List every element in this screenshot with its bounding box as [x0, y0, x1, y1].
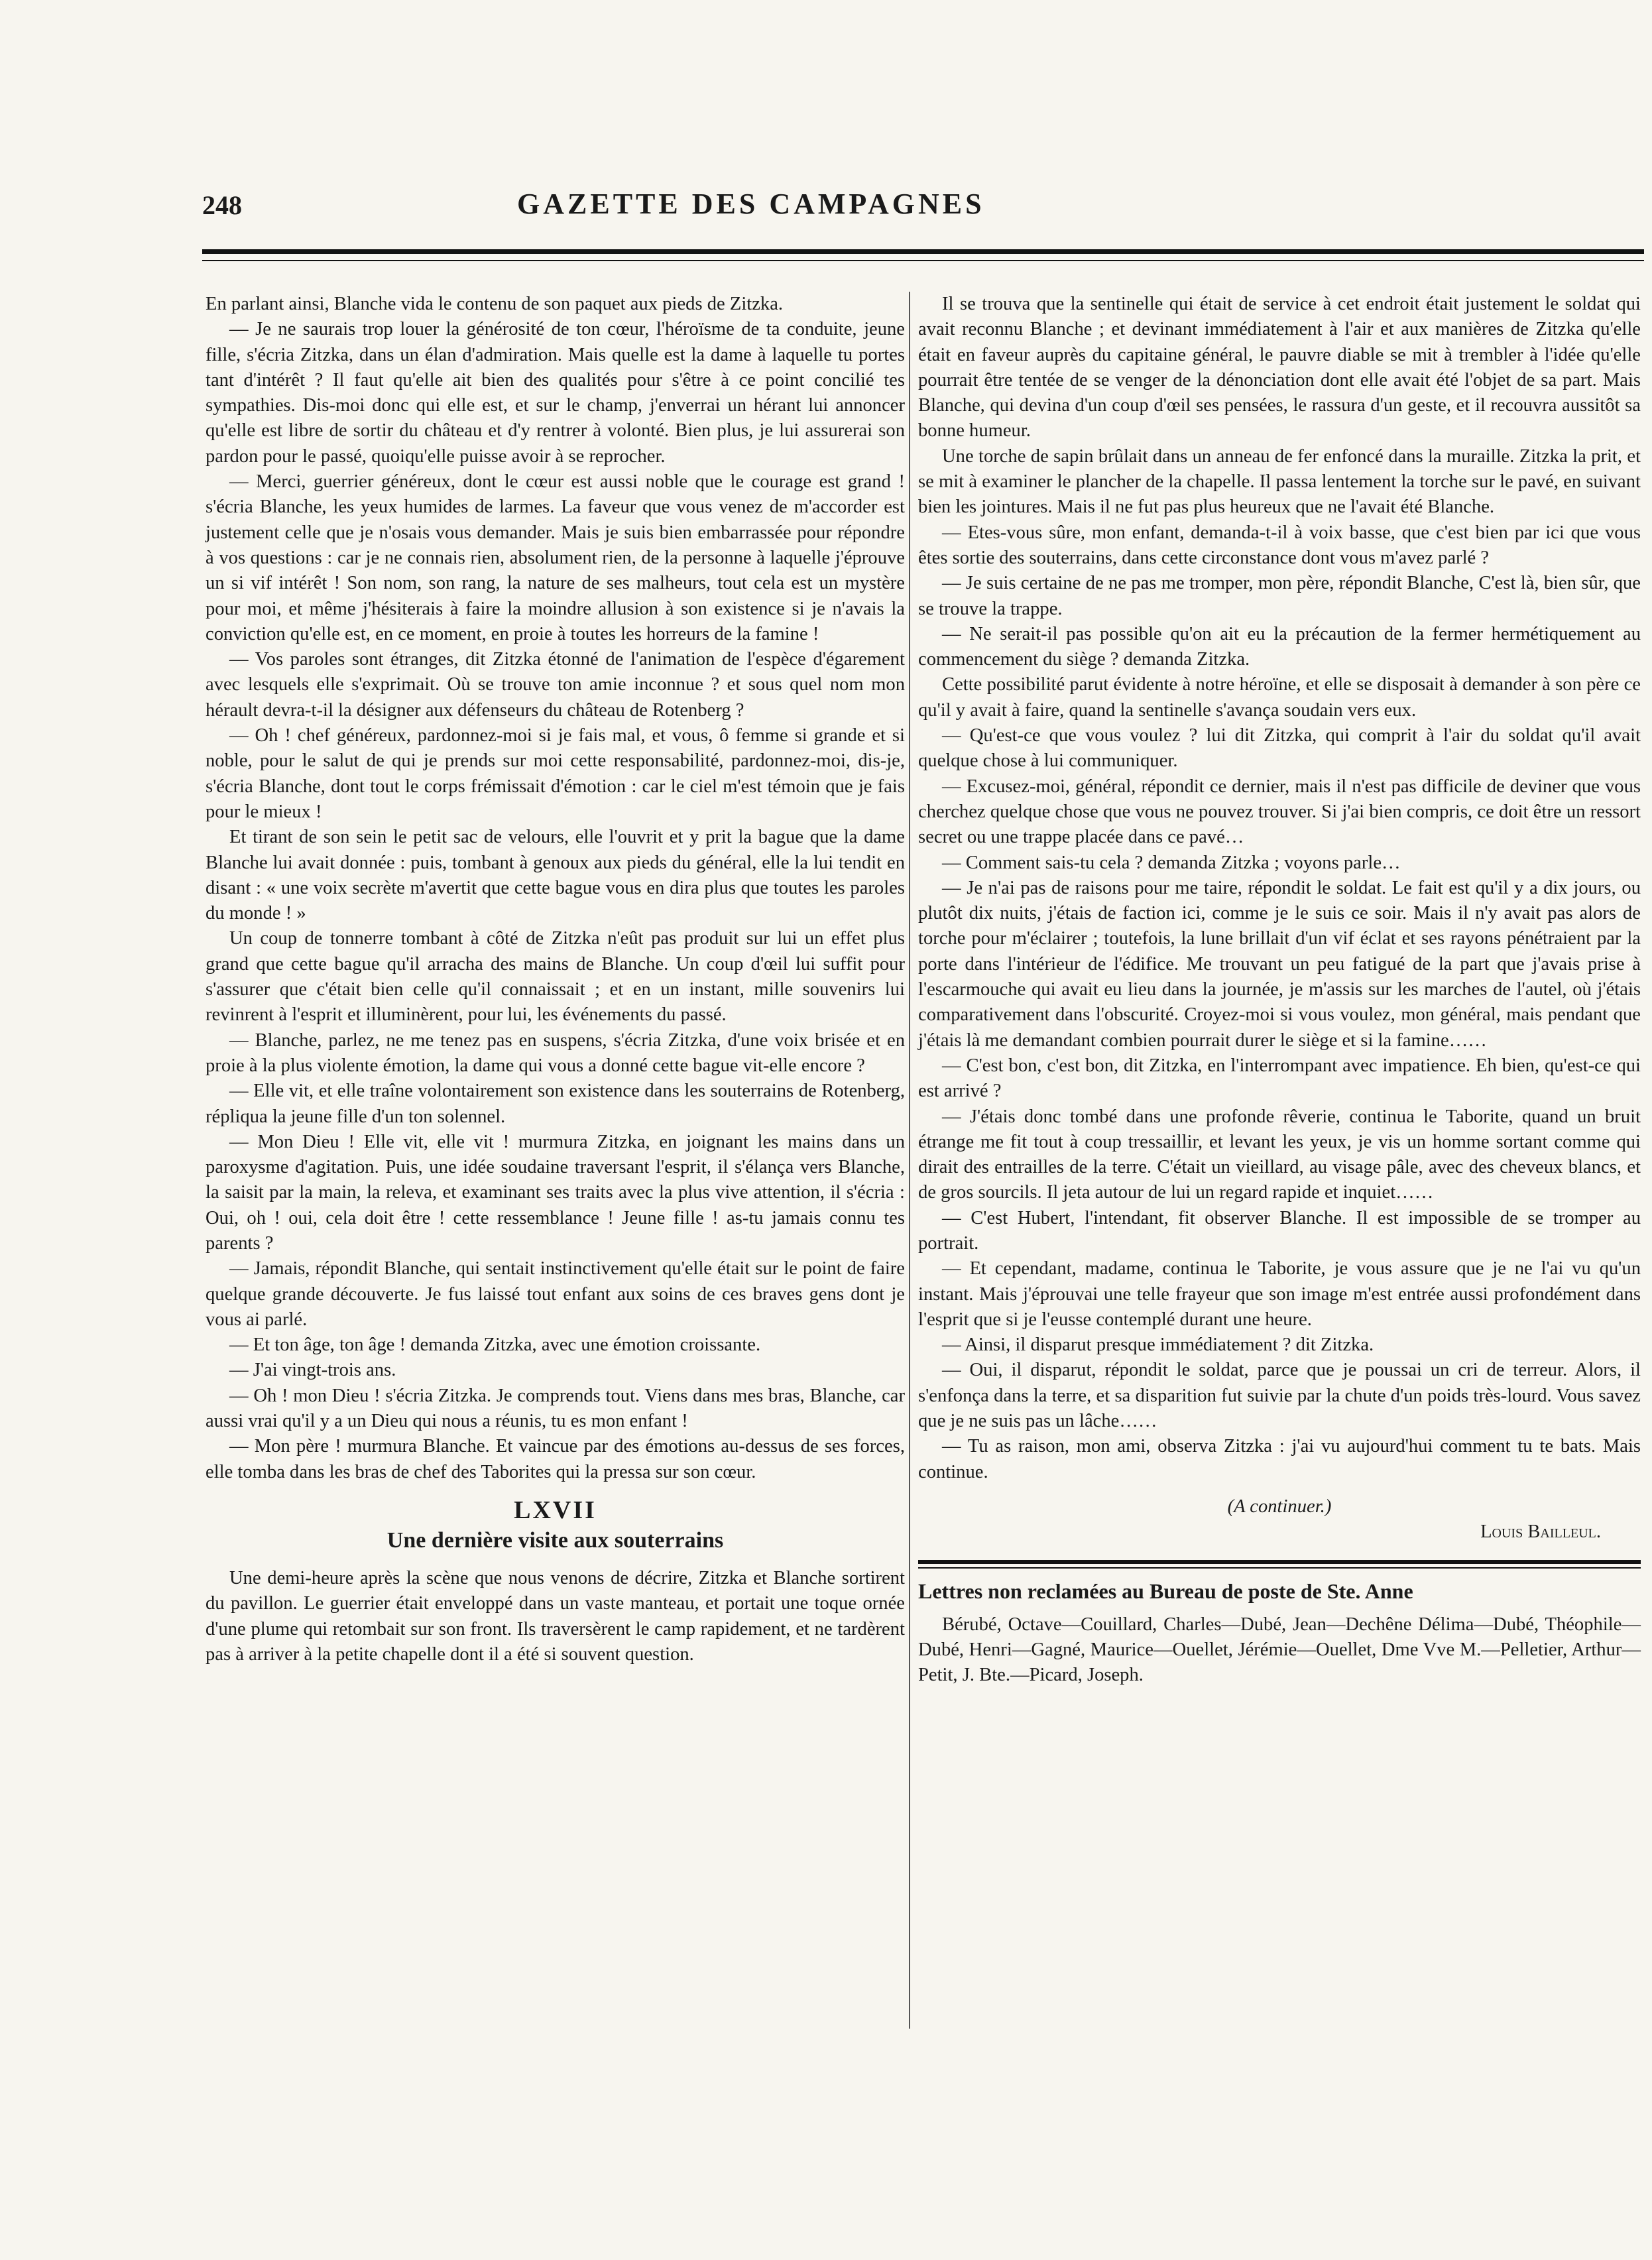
header-rule-thick: [202, 249, 1644, 254]
paragraph: — Ainsi, il disparut presque immédiatement ? dit Zitzka.: [942, 1335, 1374, 1356]
page-number: 248: [202, 190, 242, 220]
masthead-title: GAZETTE DES CAMPAGNES: [517, 188, 985, 220]
paragraph: — Vos paroles sont étranges, dit Zitzka étonné de l'animation de l'espèce d'égarement avec lesquels elle s'exprimait. Où se trouve ton amie inconnue ? et sous quel nom mon hérault devra-t-il la désigner aux défenseurs du château de Rotenberg ?: [206, 649, 905, 721]
paragraph: — Je ne saurais trop louer la générosité de ton cœur, l'héroïsme de ta conduite, jeune fille, s'écria Zitzka, dans un élan d'admiration. Mais quelle est la dame à laquelle tu portes tant d'intérêt ? Il faut qu'elle ait bien des qualités pour s'être à ce point concilié tes sympathies. Dis-moi donc qui elle est, et sur le champ, j'enverrai un hérant lui annoncer qu'elle est libre de sortir du château et d'y rentrer à volonté. Bien plus, je lui assurerai son pardon pour le passé, quoiqu'elle puisse avoir à se reprocher.: [206, 319, 905, 467]
paragraph: — Mon père ! murmura Blanche. Et vaincue par des émotions au-dessus de ses forces, elle tomba dans les bras de chef des Taborites qui la pressa sur son cœur.: [206, 1436, 905, 1482]
notice-title: Lettres non reclamées au Bureau de poste de Ste. Anne: [918, 1578, 1413, 1603]
paragraph: — C'est Hubert, l'intendant, fit observer Blanche. Il est impossible de se tromper au portrait.: [918, 1207, 1641, 1254]
notice-text: Bérubé, Octave—Couillard, Charles—Dubé, Jean—Dechêne Délima—Dubé, Théophile—Dubé, Henri—Gagné, Maurice—Ouellet, Jérémie—Ouellet, Dme Vve M.—Pelletier, Arthur—Petit, J. Bte.—Picard, Joseph.: [918, 1614, 1641, 1686]
paragraph: — Tu as raison, mon ami, observa Zitzka : j'ai vu aujourd'hui comment tu te bats. Mais continue.: [918, 1436, 1641, 1482]
paragraph: — Etes-vous sûre, mon enfant, demanda-t-il à voix basse, que c'est bien par ici que vous êtes sortie des souterrains, dans cette circonstance dont vous m'avez parlé ?: [918, 522, 1641, 568]
paragraph: Un coup de tonnerre tombant à côté de Zitzka n'eût pas produit sur lui un effet plus grand que cette bague qu'il arracha des mains de Blanche. Un coup d'œil lui suffit pour s'assurer que c'était bien celle qu'il connaissait ; et en un instant, mille souvenirs lui revinrent à l'esprit et illuminèrent, pour lui, les événements du passé.: [206, 928, 905, 1026]
section-title: Une dernière visite aux souterrains: [386, 1527, 724, 1553]
paragraph: — Et cependant, madame, continua le Taborite, je vous assure que je ne l'ai vu qu'un instant. Mais j'éprouvai une telle frayeur que son image m'est entrée aussi profondément dans l'esprit que si je l'eusse contemplé durant une heure.: [918, 1258, 1641, 1330]
column-divider: [909, 292, 910, 2029]
paragraph: Et tirant de son sein le petit sac de velours, elle l'ouvrit et y prit la bague que la dame Blanche lui avait donnée : puis, tombant à genoux aux pieds du général, elle la lui tendit en disant : « une voix secrète m'avertit que cette bague vous en dira plus que toutes les paroles du monde ! »: [206, 827, 905, 924]
paragraph: — Merci, guerrier généreux, dont le cœur est aussi noble que le courage est grand ! s'écria Blanche, les yeux humides de larmes. La faveur que vous venez de m'accorder est justement celle que je n'osais vous demander. Mais je suis bien embarrassée pour répondre à vos questions : car je ne connais rien, absolument rien, de la personne à laquelle j'éprouve un si vif intérêt ! Son nom, son rang, la nature de ses malheurs, tout cela est un mystère pour moi, et même j'hésiterais à faire la moindre allusion à son existence si je n'avais la conviction qu'elle est, en ce moment, en proie à toutes les horreurs de la famine !: [206, 471, 905, 644]
paragraph: — Mon Dieu ! Elle vit, elle vit ! murmura Zitzka, en joignant les mains dans un paroxysme d'agitation. Puis, une idée soudaine traversant l'esprit, il s'élança vers Blanche, la saisit par la main, la releva, et examinant ses traits avec la plus vive attention, il s'écria : Oui, oh ! oui, cela doit être ! cette ressemblance ! Jeune fille ! as-tu jamais connu tes parents ?: [206, 1131, 905, 1254]
left-column: [206, 292, 905, 1667]
paragraph: Une torche de sapin brûlait dans un anneau de fer enfoncé dans la muraille. Zitzka la prit, et se mit à examiner le plancher de la chapelle. Il passa lentement la torche sur le pavé, en suivant bien les jointures. Mais il ne fut pas plus heureux que ne l'avait été Blanche.: [918, 446, 1641, 518]
author-signature: Louis Bailleul.: [1480, 1521, 1601, 1543]
paragraph: — Jamais, répondit Blanche, qui sentait instinctivement qu'elle était sur le point de faire quelque grande découverte. Je fus laissé tout enfant aux soins de ces braves gens dont je vous ai parlé.: [206, 1258, 905, 1330]
notice-rule-thin: [918, 1567, 1641, 1569]
paragraph: Il se trouva que la sentinelle qui était de service à cet endroit était justement le soldat qui avait reconnu Blanche ; et devinant immédiatement à l'air et aux manières de Zitzka qu'elle était en faveur auprès du capitaine général, le pauvre diable se mit à trembler à l'idée qu'elle pourrait être tentée de se venger de la dénonciation dont elle avait été l'objet de sa part. Mais Blanche, qui devina d'un coup d'œil ses pensées, le rassura d'un geste, et il recouvra aussitôt sa bonne humeur.: [918, 294, 1641, 442]
paragraph: Cette possibilité parut évidente à notre héroïne, et elle se disposait à demander à son père ce qu'il y avait à faire, quand la sentinelle s'avança soudain vers eux.: [918, 674, 1641, 721]
continuation-note: (A continuer.): [1227, 1496, 1332, 1517]
right-column: [918, 292, 1641, 1688]
paragraph: En parlant ainsi, Blanche vida le contenu de son paquet aux pieds de Zitzka.: [206, 294, 784, 314]
paragraph: — Elle vit, et elle traîne volontairement son existence dans les souterrains de Rotenberg, répliqua la jeune fille d'un ton solennel.: [206, 1081, 905, 1127]
paragraph: — Et ton âge, ton âge ! demanda Zitzka, avec une émotion croissante.: [229, 1335, 761, 1356]
paragraph: — J'ai vingt-trois ans.: [229, 1360, 396, 1381]
paragraph: — Je suis certaine de ne pas me tromper, mon père, répondit Blanche, C'est là, bien sûr, que se trouve la trappe.: [918, 573, 1641, 619]
paragraph: — Blanche, parlez, ne me tenez pas en suspens, s'écria Zitzka, d'une voix brisée et en proie à la plus violente émotion, la dame qui vous a donné cette bague vit-elle encore ?: [206, 1030, 905, 1076]
section-number: LXVII: [514, 1496, 597, 1524]
paragraph: — J'étais donc tombé dans une profonde rêverie, continua le Taborite, quand un bruit étrange me fit tout à coup tressaillir, et levant les yeux, je vis un homme sortant comme qui dirait des entrailles de la terre. C'était un vieillard, au visage pâle, avec des cheveux blancs, et de gros sourcils. Il jeta autour de lui un regard rapide et inquiet……: [918, 1106, 1641, 1203]
paragraph: — Comment sais-tu cela ? demanda Zitzka ; voyons parle…: [942, 852, 1401, 873]
paragraph: — Qu'est-ce que vous voulez ? lui dit Zitzka, qui comprit à l'air du soldat qu'il avait quelque chose à lui communiquer.: [918, 725, 1641, 772]
paragraph: — Ne serait-il pas possible qu'on ait eu la précaution de la fermer hermétiquement au commencement du siège ? demanda Zitzka.: [918, 623, 1641, 670]
paragraph: Une demi-heure après la scène que nous venons de décrire, Zitzka et Blanche sortirent du pavillon. Le guerrier était enveloppé dans un vaste manteau, et portait une toque ornée d'une plume qui retombait sur son front. Ils traversèrent le camp rapidement, et ne tardèrent pas à arriver à la petite chapelle dont il a été si souvent question.: [206, 1567, 905, 1665]
header-rule-thin: [202, 260, 1644, 261]
paragraph: — Oui, il disparut, répondit le soldat, parce que je poussai un cri de terreur. Alors, il s'enfonça dans la terre, et sa disparition fut suivie par la chute d'un poids très-lourd. Vous savez que je ne suis pas un lâche……: [918, 1360, 1641, 1432]
notice-rule-thick: [918, 1560, 1641, 1564]
paragraph: — Je n'ai pas de raisons pour me taire, répondit le soldat. Le fait est qu'il y a dix jours, ou plutôt dix nuits, j'étais de faction ici, comme je le suis ce soir. Mais il n'y avait pas alors de torche pour m'éclairer ; toutefois, la lune brillait d'un vif éclat et ses rayons pénétraient par la porte dans l'intérieur de l'édifice. Me trouvant un peu fatigué de la part que j'avais prise à l'escarmouche qui avait eu lieu dans la journée, je m'assis sur les marches de l'autel, où j'étais comparativement dans l'obscurité. Croyez-moi si vous voulez, mon général, mais pendant que j'étais là me demandant combien pourrait durer le siège et si la famine……: [918, 877, 1641, 1051]
paragraph: — Excusez-moi, général, répondit ce dernier, mais il n'est pas difficile de deviner que vous cherchez quelque chose que vous ne pouvez trouver. Si j'ai bien compris, ce doit être un ressort secret ou une trappe placée dans ce pavé…: [918, 776, 1641, 848]
paragraph: — C'est bon, c'est bon, dit Zitzka, en l'interrompant avec impatience. Eh bien, qu'est-ce qui est arrivé ?: [918, 1055, 1641, 1102]
paragraph: — Oh ! mon Dieu ! s'écria Zitzka. Je comprends tout. Viens dans mes bras, Blanche, car aussi vrai qu'il y a un Dieu qui nous a réunis, tu es mon enfant !: [206, 1385, 905, 1432]
paragraph: — Oh ! chef généreux, pardonnez-moi si je fais mal, et vous, ô femme si grande et si noble, pour le salut de qui je prends sur moi cette responsabilité, pardonnez-moi, dis-je, s'écria Blanche, dont tout le corps frémissait d'émotion : car le ciel m'est témoin que je fais pour le mieux !: [206, 725, 905, 822]
